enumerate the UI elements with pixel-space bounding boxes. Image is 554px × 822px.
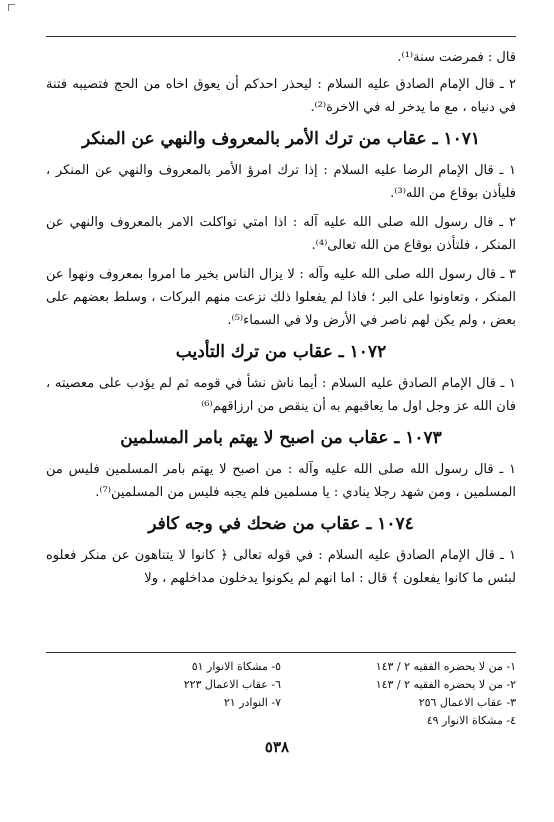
footnote-column-left (46, 658, 281, 730)
footnote-rule (46, 652, 516, 653)
paragraph: قال : فمرضت سنة⁽¹⁾. (397, 50, 516, 65)
section-heading-1072: ١٠٧٢ ـ عقاب من ترك التأديب (175, 342, 387, 362)
page-body (46, 46, 516, 596)
footnote: ٥- مشكاة الانوار ٥١ (191, 660, 281, 673)
paragraph: ٣ ـ قال رسول الله صلى الله عليه وآله : لا يزال الناس بخير ما امروا بمعروف ونهوا عن المنكر ، وتعاونوا على البر ؛ فاذا لم يفعلوا ذلك نزعت منهم البركات ، وسلط بعضهم على بعض ، ولم يكن لهم ناصر في الأرض ولا في السماء⁽⁵⁾. (46, 267, 516, 328)
section-heading-1074: ١٠٧٤ ـ عقاب من ضحك في وجه كافر (148, 514, 414, 534)
page-number: ٥٣٨ (264, 738, 290, 756)
footnote: ٧- النوادر ٢١ (223, 696, 281, 709)
footnote-column-right (281, 658, 516, 730)
paragraph: ٢ ـ قال الإمام الصادق عليه السلام : ليحذر احدكم أن يعوق اخاه من الحج فتصيبه فتنة في دنياه ، مع ما يدخر له في الاخرة⁽²⁾. (46, 77, 516, 115)
paragraph: ١ ـ قال الإمام الرضا عليه السلام : إذا ترك امرؤ الأمر بالمعروف والنهي عن المنكر ، فليأذن بوقاع من الله⁽³⁾. (46, 163, 516, 201)
footnote: ٢- من لا يحضره الفقيه ٢ / ١٤٣ (375, 678, 516, 691)
section-heading-1073: ١٠٧٣ ـ عقاب من اصبح لا يهتم بامر المسلمين (120, 428, 442, 448)
footnote: ٤- مشكاة الانوار ٤٩ (426, 714, 516, 727)
section-heading-1071: ١٠٧١ ـ عقاب من ترك الأمر بالمعروف والنهي عن المنكر (81, 129, 481, 149)
footnotes (46, 658, 516, 730)
footnote: ١- من لا يحضره الفقيه ٢ / ١٤٣ (375, 660, 516, 673)
corner-mark (8, 4, 15, 11)
top-rule (46, 36, 516, 37)
paragraph: ٢ ـ قال رسول الله صلى الله عليه آله : اذا امتي تواكلت الامر بالمعروف والنهي عن المنكر ، فلتأذن بوقاع من الله تعالى⁽⁴⁾. (46, 215, 516, 253)
footnote: ٣- عقاب الاعمال ٢٥٦ (418, 696, 516, 709)
paragraph: ١ ـ قال الإمام الصادق عليه السلام : في قوله تعالى ﴿ كانوا لا يتناهون عن منكر فعلوه لبئس ما كانوا يفعلون ﴾ قال : اما انهم لم يكونوا يدخلون مداخلهم ، ولا (46, 548, 516, 586)
footnote: ٦- عقاب الاعمال ٢٢٣ (183, 678, 281, 691)
paragraph: ١ ـ قال الإمام الصادق عليه السلام : أيما ناش نشأ في قومه ثم لم يؤدب على معصيته ، فان الله عز وجل اول ما يعاقبهم به أن ينقص من ارزاقهم⁽⁶⁾ (46, 376, 516, 414)
paragraph: ١ ـ قال رسول الله صلى الله عليه وآله : من اصبح لا يهتم بامر المسلمين فليس من المسلمين ، ومن شهد رجلا ينادي : يا مسلمين فلم يجبه فليس من المسلمين⁽⁷⁾. (46, 462, 516, 500)
